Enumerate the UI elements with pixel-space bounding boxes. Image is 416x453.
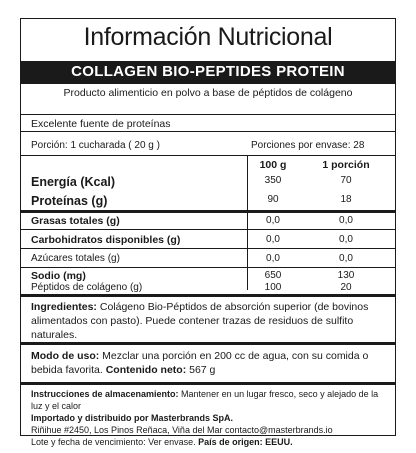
divider bbox=[21, 210, 395, 213]
divider bbox=[21, 382, 395, 385]
origin-label: País de origen: EEUU. bbox=[198, 437, 293, 447]
nutrient-value-portion: 70 bbox=[340, 175, 352, 186]
nutrient-name: Sodio (mg) bbox=[31, 270, 86, 282]
importer-section bbox=[31, 412, 387, 448]
storage-section bbox=[31, 388, 387, 412]
nutrient-value-100g: 350 bbox=[264, 175, 282, 186]
ingredients-text: Colágeno Bio-Péptidos de absorción superior (de bovinos alimentados con pasto). Puede contener trazas de residuos de sulfito naturales. bbox=[31, 301, 369, 341]
nutrient-value-100g: 0,0 bbox=[266, 234, 280, 245]
nutrient-value-portion: 18 bbox=[340, 194, 352, 205]
net-content-label: Contenido neto: bbox=[105, 364, 187, 376]
nutrient-value-portion: 0,0 bbox=[339, 215, 353, 226]
divider bbox=[21, 248, 395, 249]
nutrition-label bbox=[20, 18, 396, 447]
usage-text: Mezclar una porción en 200 cc de agua, con su comida o bebida favorita. bbox=[31, 350, 369, 376]
divider bbox=[21, 155, 395, 156]
divider bbox=[21, 229, 395, 230]
usage-section bbox=[31, 349, 387, 377]
net-content-value: 567 g bbox=[186, 364, 216, 376]
nutrient-name: Grasas totales (g) bbox=[31, 215, 120, 227]
portion-info bbox=[21, 138, 395, 153]
ingredients-section bbox=[31, 300, 387, 342]
nutrient-value-portion: 0,0 bbox=[339, 253, 353, 264]
nutrient-value-portion: 20 bbox=[340, 282, 352, 293]
highlight-claim: Excelente fuente de proteínas bbox=[21, 114, 395, 132]
serving-size: Porción: 1 cucharada ( 20 g ) bbox=[31, 140, 160, 151]
servings-per-container: Porciones por envase: 28 bbox=[251, 140, 365, 151]
column-per-portion: 1 porción bbox=[322, 159, 370, 171]
column-per-100g: 100 g bbox=[259, 159, 287, 171]
nutrient-value-portion: 130 bbox=[337, 270, 355, 281]
lot-info: Lote y fecha de vencimiento: Ver envase. bbox=[31, 437, 199, 447]
nutrient-value-100g: 650 bbox=[264, 270, 282, 281]
nutrient-value-100g: 90 bbox=[267, 194, 279, 205]
nutrient-name: Azúcares totales (g) bbox=[31, 253, 120, 264]
divider bbox=[21, 294, 395, 297]
nutrient-name: Carbohidratos disponibles (g) bbox=[31, 234, 181, 246]
importer-address: Riñihue #2450, Los Pinos Reñaca, Viña del Mar contacto@masterbrands.io bbox=[31, 425, 333, 435]
nutrient-value-100g: 0,0 bbox=[266, 215, 280, 226]
nutrient-value-100g: 0,0 bbox=[266, 253, 280, 264]
column-divider bbox=[247, 156, 248, 290]
nutrient-name: Péptidos de colágeno (g) bbox=[31, 282, 143, 293]
product-name-band: COLLAGEN BIO-PEPTIDES PROTEIN bbox=[21, 61, 395, 83]
usage-label: Modo de uso: bbox=[31, 350, 100, 362]
nutrient-value-portion: 0,0 bbox=[339, 234, 353, 245]
product-description: Producto alimenticio en polvo a base de péptidos de colágeno bbox=[21, 83, 395, 101]
nutrient-name: Proteínas (g) bbox=[31, 194, 108, 208]
nutrient-name: Energía (Kcal) bbox=[31, 175, 116, 189]
ingredients-label: Ingredientes: bbox=[31, 301, 97, 313]
storage-label: Instrucciones de almacenamiento: bbox=[31, 389, 179, 399]
storage-text: Mantener en un lugar fresco, seco y alejado de la luz y el calor bbox=[31, 389, 379, 411]
importer-label: Importado y distribuido por Masterbrands SpA. bbox=[31, 413, 234, 423]
divider bbox=[21, 267, 395, 268]
label-title: Información Nutricional bbox=[83, 23, 333, 51]
divider bbox=[21, 342, 395, 345]
nutrient-value-100g: 100 bbox=[264, 282, 282, 293]
